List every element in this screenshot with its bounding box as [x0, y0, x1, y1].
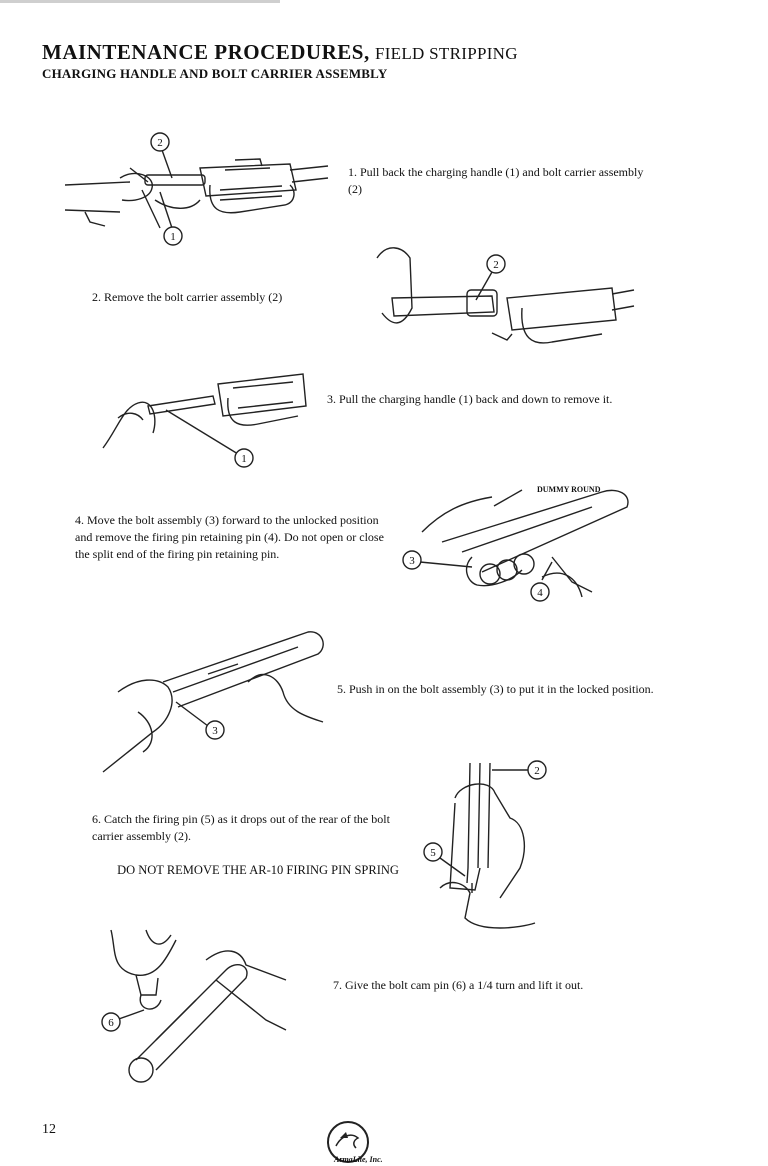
top-edge-shadow — [0, 0, 280, 3]
callout-3 — [206, 721, 224, 739]
step-3-text: 3. Pull the charging handle (1) back and down to remove it. — [327, 392, 613, 406]
svg-text:6: 6 — [108, 1017, 114, 1029]
callout-2 — [528, 761, 546, 779]
callout-1 — [164, 227, 182, 245]
figure-2-remove-bolt-carrier — [372, 238, 634, 356]
svg-text:1: 1 — [170, 231, 176, 243]
step-5-text: 5. Push in on the bolt assembly (3) to put it in the locked position. — [337, 682, 654, 696]
svg-text:2: 2 — [493, 259, 499, 271]
callout-1 — [235, 449, 253, 467]
callout-2 — [487, 255, 505, 273]
step-2-text: 2. Remove the bolt carrier assembly (2) — [92, 290, 283, 304]
page-title: MAINTENANCE PROCEDURES, FIELD STRIPPING — [42, 40, 518, 64]
page-subtitle: CHARGING HANDLE AND BOLT CARRIER ASSEMBLY — [42, 66, 388, 81]
callout-4 — [531, 583, 549, 601]
figure-4-firing-pin-retaining-pin — [402, 482, 650, 604]
figure-1-charging-handle-pull — [60, 130, 330, 245]
step-4-text: 4. Move the bolt assembly (3) forward to the unlocked position and remove the firing pin retaining pin (4). Do not open or close the split end of the firing pin retaining pin. — [75, 513, 384, 561]
dummy-round-label: DUMMY ROUND — [537, 485, 601, 494]
callout-6 — [102, 1013, 120, 1031]
callout-5 — [424, 843, 442, 861]
svg-text:3: 3 — [409, 555, 415, 567]
svg-text:ArmaLite, Inc.: ArmaLite, Inc. — [334, 1155, 383, 1164]
callout-2 — [151, 133, 169, 151]
svg-text:2: 2 — [157, 137, 163, 149]
figure-7-bolt-cam-pin — [96, 920, 294, 1090]
page-number: 12 — [42, 1122, 56, 1137]
step-6-text: 6. Catch the firing pin (5) as it drops out of the rear of the bolt carrier assembly (2). — [92, 812, 390, 843]
svg-text:2: 2 — [534, 765, 540, 777]
figure-5-push-bolt-assembly — [98, 622, 328, 780]
armalite-logo — [326, 1118, 416, 1166]
svg-text:5: 5 — [430, 847, 436, 859]
svg-text:3: 3 — [212, 725, 218, 737]
figure-6-catch-firing-pin — [420, 758, 560, 934]
svg-text:1: 1 — [241, 453, 247, 465]
step-1-text: 1. Pull back the charging handle (1) and bolt carrier assembly (2) — [348, 165, 644, 196]
step-7-text: 7. Give the bolt cam pin (6) a 1/4 turn and lift it out. — [333, 978, 584, 992]
svg-text:4: 4 — [537, 587, 543, 599]
warning-text: DO NOT REMOVE THE AR-10 FIRING PIN SPRING — [117, 863, 399, 877]
figure-3-remove-charging-handle — [98, 358, 310, 476]
callout-3 — [403, 551, 421, 569]
